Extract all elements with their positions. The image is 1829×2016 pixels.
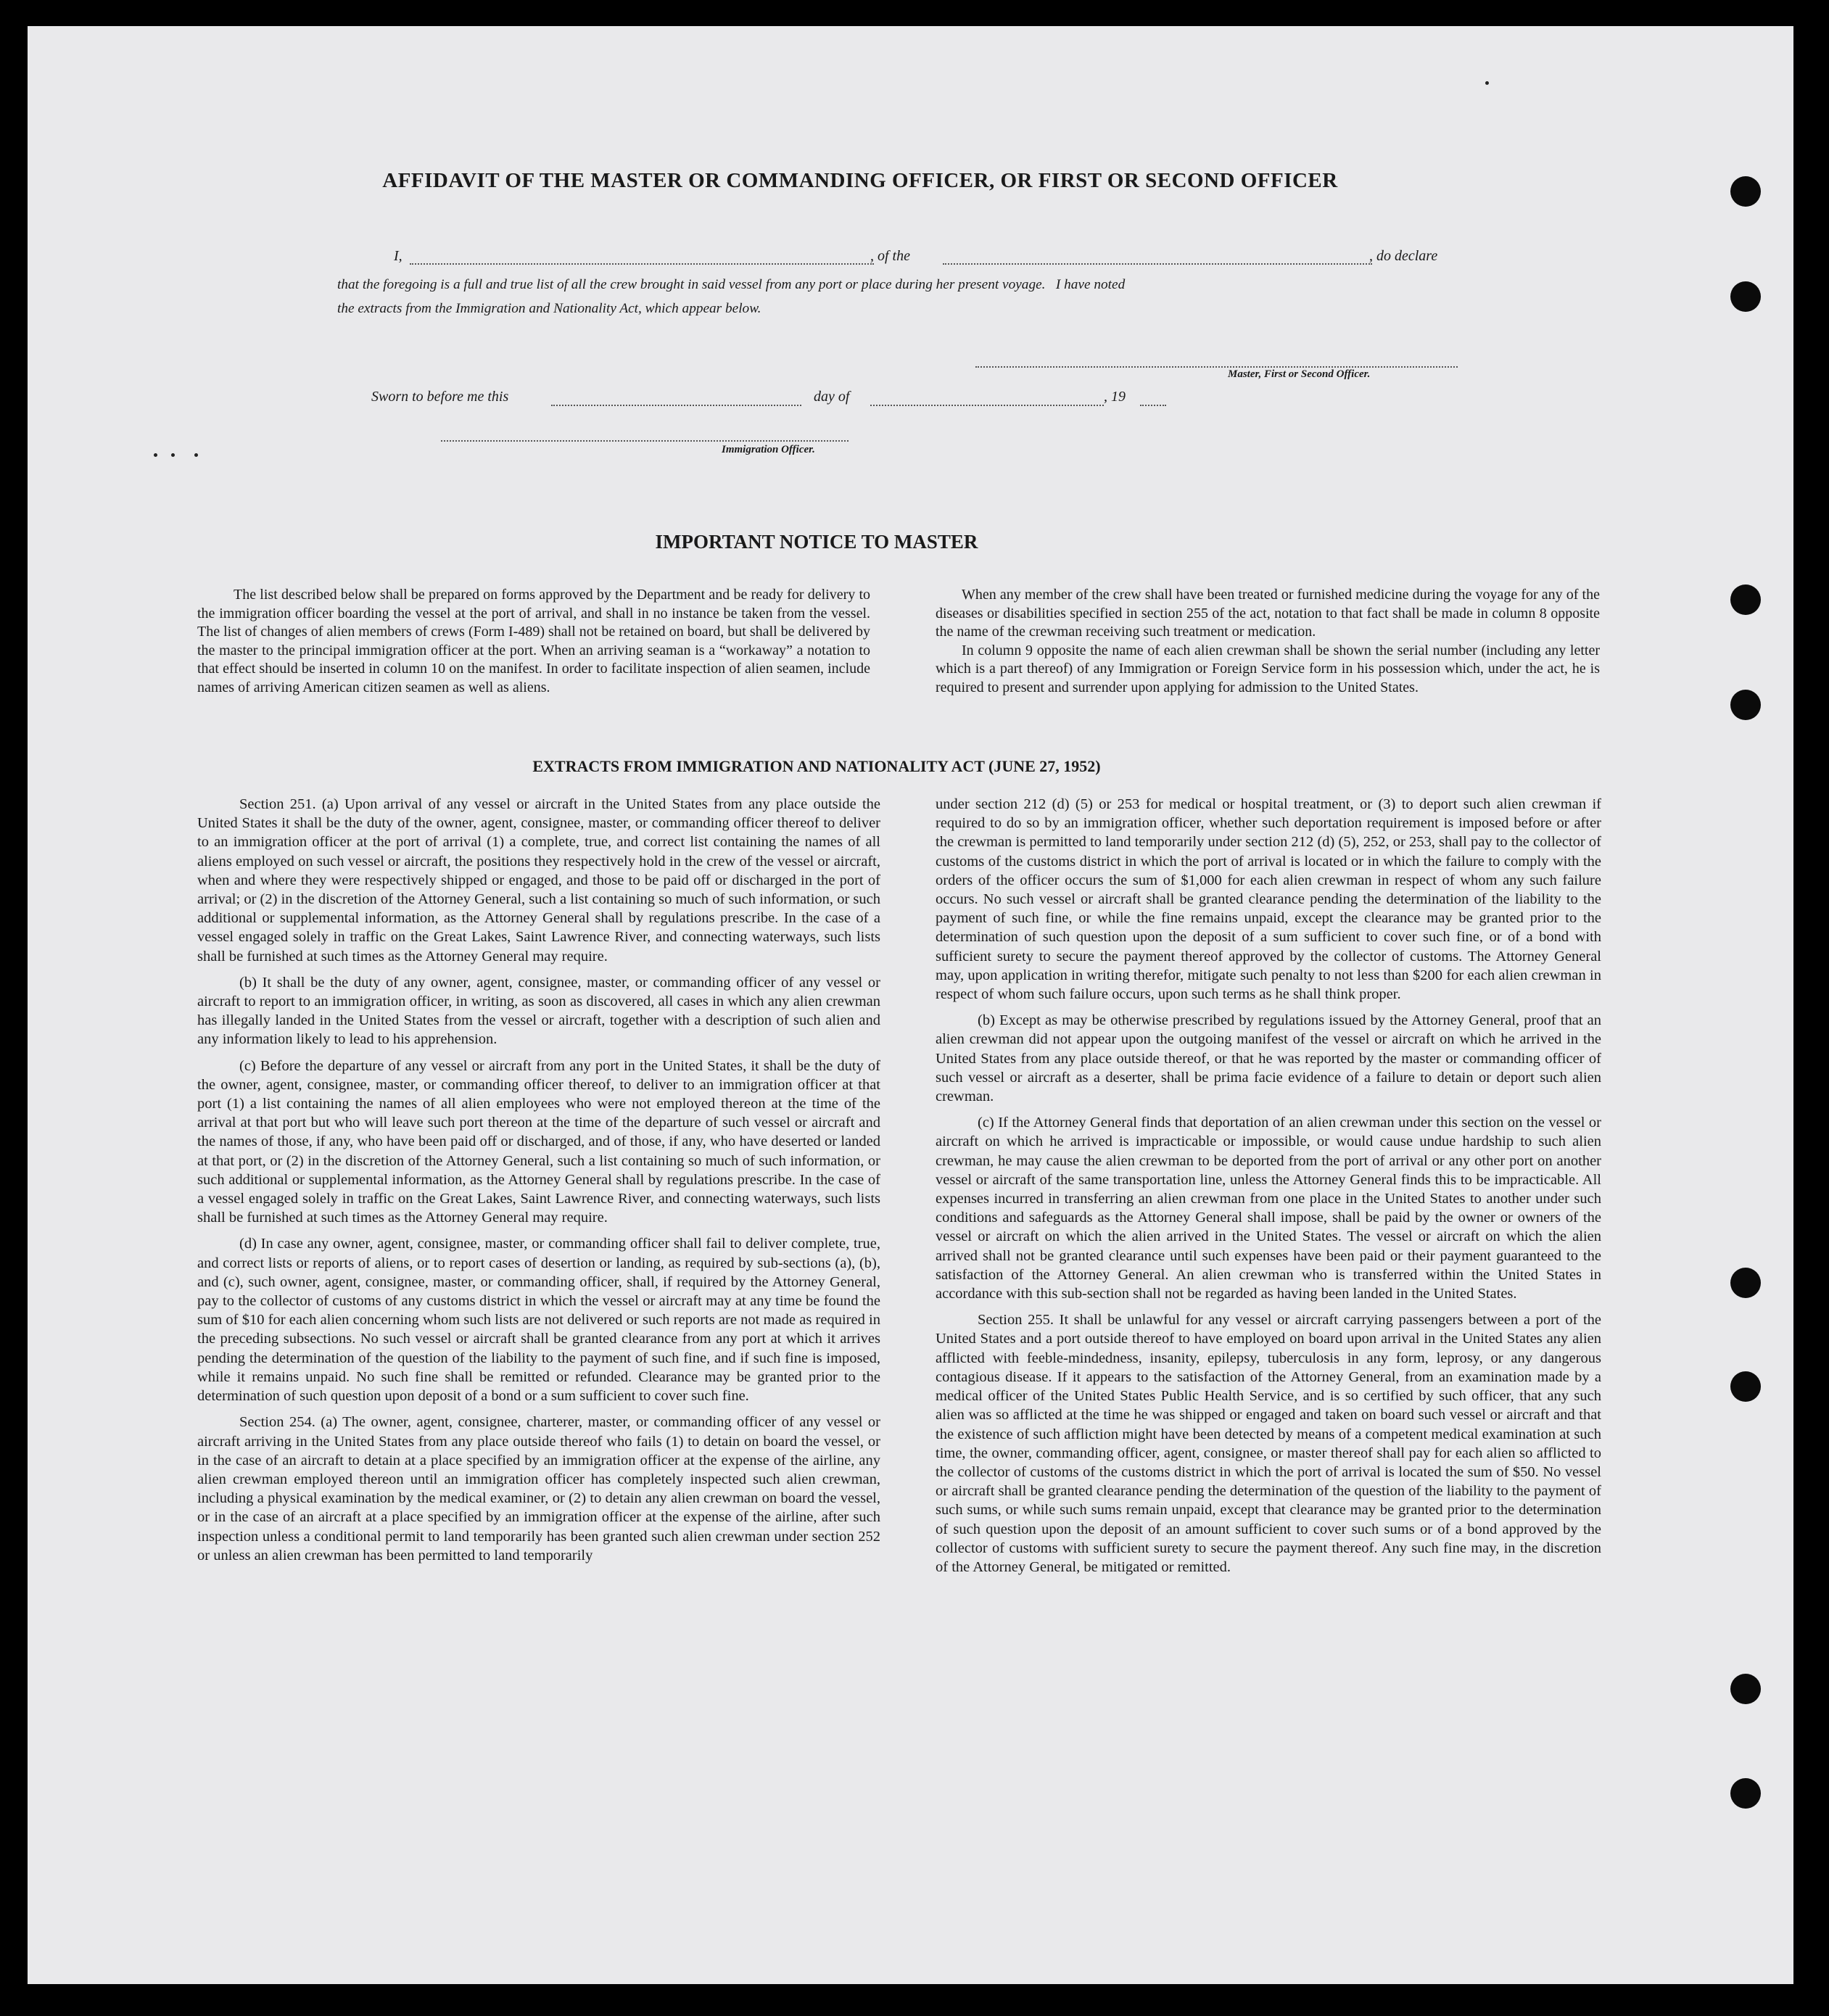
extracts-left-column	[197, 795, 880, 1572]
extracts-title: EXTRACTS FROM IMMIGRATION AND NATIONALITY ACT (JUNE 27, 1952)	[532, 757, 1101, 775]
section-251-a: Section 251. (a) Upon arrival of any vessel or aircraft in the United States from any place outside the United States it shall be the duty of the owner, agent, consignee, master, or commanding officer thereof to deliver to an immigration officer at the port of arrival (1) a complete, true, and correct list containing the names of all aliens employed on such vessel or aircraft, the positions they respectively hold in the crew of the vessel or aircraft, when and where they were respectively shipped or engaged, and those to be paid off or discharged in the port of arrival; or (2) in the discretion of the Attorney General, such a list containing so much of such information, or such additional or supplemental information, as the Attorney General shall by regulations prescribe. In the case of a vessel engaged solely in traffic on the Great Lakes, Saint Lawrence River, and connecting waterways, such lists shall be furnished at such times as the Attorney General may require.	[197, 796, 880, 964]
section-254-b: (b) Except as may be otherwise prescribed by regulations issued by the Attorney General, proof that an alien crewman did not appear upon the outgoing manifest of the vessel or aircraft on which he arrived in the United States from any place outside thereof, or that he was reported by the master or commanding officer of such vessel or aircraft as a deserter, shall be prima facie evidence of a failure to detain or deport such alien crewman.	[936, 1012, 1601, 1105]
notice-right-column	[936, 586, 1600, 697]
affidavit-i: I,	[394, 248, 402, 264]
affidavit-do-declare: , do declare	[1369, 248, 1438, 264]
extracts-right-column	[936, 795, 1601, 1584]
section-254-a-cont: under section 212 (d) (5) or 253 for medical or hospital treatment, or (3) to deport such alien crewman if required to do so by an immigration officer, whether such deportation requirement is imposed before or after the crewman is permitted to land temporarily under section 212 (d) (5), 252, or 253, shall pay to the collector of customs of the customs district in which the port of arrival is located or in which the failure to comply with the orders of the officer occurs the sum of $1,000 for each alien crewman in respect of whom any such failure occurs. No such vessel or aircraft shall be granted clearance pending the determination of the liability to the payment of such fine, or while the fine remains unpaid, except the clearance may be granted prior to the determination of such question upon the deposit of a sum sufficient to cover such fine, or of a bond with sufficient surety to secure the payment thereof approved by the collector of customs. The Attorney General may, upon application in writing therefor, mitigate such penalty to not less than $200 for each alien crewman in respect of whom such failure occurs, upon such terms as he shall think proper.	[936, 796, 1601, 1003]
section-251-c: (c) Before the departure of any vessel or aircraft from any port in the United States, it shall be the duty of the owner, agent, consignee, master, or commanding officer thereof, to deliver to an immigration officer at that port (1) a list containing the names of all alien employees who were not employed thereon at the time of the arrival at that port but who will leave such port thereon at the time of the departure of such vessel or aircraft and the names of those, if any, who have been paid off or discharged, and of those, if any, who have deserted or landed at that port, or (2) in the discretion of the Attorney General, such a list containing so much of such information, or such additional or supplemental information, as the Attorney General shall by regulations prescribe. In the case of a vessel engaged solely in traffic on the Great Lakes, Saint Lawrence River, and connecting waterways, such lists shall be furnished at such times as the Attorney General may require.	[197, 1057, 880, 1226]
notice-left-paragraph: The list described below shall be prepared on forms approved by the Department and be ready for delivery to the immigration officer boarding the vessel at the port of arrival, and shall in no instance be taken from the vessel. The list of changes of alien members of crews (Form I-489) shall not be retained on board, but shall be delivered by the master to the principal immigration officer at the port. When an arriving seaman is a “workaway” a notation to that effect should be inserted in column 10 on the manifest. In order to facilitate inspection of alien seamen, include names of arriving American citizen seamen as well as aliens.	[197, 587, 870, 695]
notice-right-paragraph-1: When any member of the crew shall have been treated or furnished medicine during the voyage for any of the diseases or disabilities specified in section 255 of the act, notation to that fact shall be made in column 8 opposite the name of the crewman receiving such treatment or medication.	[936, 587, 1600, 640]
name-blank	[410, 263, 874, 265]
speck	[171, 453, 175, 457]
affidavit-title: AFFIDAVIT OF THE MASTER OR COMMANDING OFFICER, OR FIRST OR SECOND OFFICER	[382, 169, 1338, 192]
year-label: , 19	[1104, 389, 1126, 405]
year-blank	[1140, 405, 1166, 406]
section-251-d: (d) In case any owner, agent, consignee, master, or commanding officer shall fail to deliver complete, true, and correct lists or reports of aliens, or to report cases of desertion or landing, as required by sub-sections (a), (b), and (c), such owner, agent, consignee, master, or commanding officer, shall, if required by the Attorney General, pay to the collector of customs of any customs district in which the vessel or aircraft may at any time be found the sum of $10 for each alien concerning whom such lists are not delivered or such reports are not made as required in the preceding subsections. No such vessel or aircraft shall be granted clearance from any port at which it arrives pending the determination of the question of the liability to the payment of such fine, and if such fine is imposed, while it remains unpaid. No such fine shall be remitted or refunded. Clearance may be granted prior to the determination of such question upon deposit of a bond or a sum sufficient to cover such fine.	[197, 1236, 880, 1405]
punch-hole	[1730, 1778, 1761, 1809]
sworn-label: Sworn to before me this	[371, 389, 509, 405]
signature-line	[975, 366, 1458, 368]
speck	[154, 453, 157, 457]
affidavit-line-3: the extracts from the Immigration and Nationality Act, which appear below.	[337, 301, 761, 316]
notice-title: IMPORTANT NOTICE TO MASTER	[655, 531, 978, 553]
punch-hole	[1730, 584, 1761, 615]
section-254-c: (c) If the Attorney General finds that deportation of an alien crewman under this section on the vessel or aircraft on which he arrived is impracticable or impossible, or would cause undue hardship to such alien crewman, he may cause the alien crewman to be deported from the port of arrival or any other port on another vessel or aircraft of the same transportation line, unless the Attorney General finds this to be impracticable. All expenses incurred in transferring an alien crewman from one place in the United States to another under such conditions and safeguards as the Attorney General shall impose, shall be paid by the owner or owners of the vessel or aircraft on which the alien arrived in the United States. The vessel or aircraft on which the alien arrived shall not be granted clearance until such expenses have been paid or their payment guaranteed to the satisfaction of the Attorney General. An alien crewman who is transferred within the United States in accordance with this sub-section shall not be regarded as having been landed in the United States.	[936, 1115, 1601, 1302]
sworn-month-blank	[870, 405, 1104, 406]
punch-hole	[1730, 1674, 1761, 1704]
notice-right-paragraph-2: In column 9 opposite the name of each alien crewman shall be shown the serial number (including any letter which is a part thereof) of any Immigration or Foreign Service form in his possession which, under the act, he is required to present and surrender upon applying for admission to the United States.	[936, 642, 1600, 695]
page-right-strip	[1762, 149, 1793, 1983]
punch-hole	[1730, 690, 1761, 720]
officer-label: Immigration Officer.	[722, 444, 815, 455]
affidavit-line-2: that the foregoing is a full and true list of all the crew brought in said vessel from any port or place during her present voyage. I have noted	[337, 277, 1126, 292]
section-254-a: Section 254. (a) The owner, agent, consignee, charterer, master, or commanding officer of any vessel or aircraft arriving in the United States from any place outside thereof who fails (1) to detain on board the vessel, or in the case of an aircraft to detain at a place specified by an immigration officer at the expense of the airline, any alien crewman employed thereon until an immigration officer has completely inspected such alien crewman, including a physical examination by the medical examiner, or (2) to detain any alien crewman on board the vessel, or in the case of an aircraft at a place specified by an immigration officer at the expense of the airline, after such inspection unless a conditional permit to land temporarily has been granted such alien crewman under section 252 or unless an alien crewman has been permitted to land temporarily	[197, 1414, 880, 1563]
punch-hole	[1730, 1371, 1761, 1402]
vessel-blank	[943, 263, 1372, 265]
section-255: Section 255. It shall be unlawful for any vessel or aircraft carrying passengers between a port of the United States and a port outside thereof to have employed on board upon arrival in the United States any alien afflicted with feeble-mindedness, insanity, epilepsy, tuberculosis in any form, leprosy, or any dangerous contagious disease. If it appears to the satisfaction of the Attorney General, from an examination made by a medical officer of the United States Public Health Service, and is so certified by such officer, that any such alien was so afflicted at the time he was shipped or engaged and taken on board such vessel or aircraft and that the existence of such affliction might have been detected by means of a competent medical examination at such time, the owner, commanding officer, agent, consignee, or master thereof shall pay for each alien so afflicted to the collector of customs of the customs district in which the port of arrival is located the sum of $50. No vessel or aircraft shall be granted clearance pending the determination of the question of the liability to the payment of such sums, or while such sums remain unpaid, except that clearance may be granted prior to the determination of such question upon the deposit of an amount sufficient to cover such sums or of a bond approved by the collector of customs with sufficient surety to secure the payment thereof. Any such fine may, in the discretion of the Attorney General, be mitigated or remitted.	[936, 1312, 1601, 1575]
speck	[194, 453, 198, 457]
signature-label: Master, First or Second Officer.	[1228, 368, 1371, 380]
sworn-day-blank	[551, 405, 801, 406]
day-of-label: day of	[814, 389, 850, 405]
punch-hole	[1730, 1268, 1761, 1298]
notice-left-column	[197, 586, 870, 697]
affidavit-of-the: , of the	[870, 248, 910, 264]
section-251-b: (b) It shall be the duty of any owner, agent, consignee, master, or commanding officer of any vessel or aircraft to report to an immigration officer, in writing, as soon as discovered, all cases in which any alien crewman has illegally landed in the United States from the vessel or aircraft, together with a description of such alien and any information likely to lead to his apprehension.	[197, 974, 880, 1048]
speck	[1485, 81, 1489, 85]
officer-signature-line	[441, 440, 849, 442]
punch-hole	[1730, 281, 1761, 312]
